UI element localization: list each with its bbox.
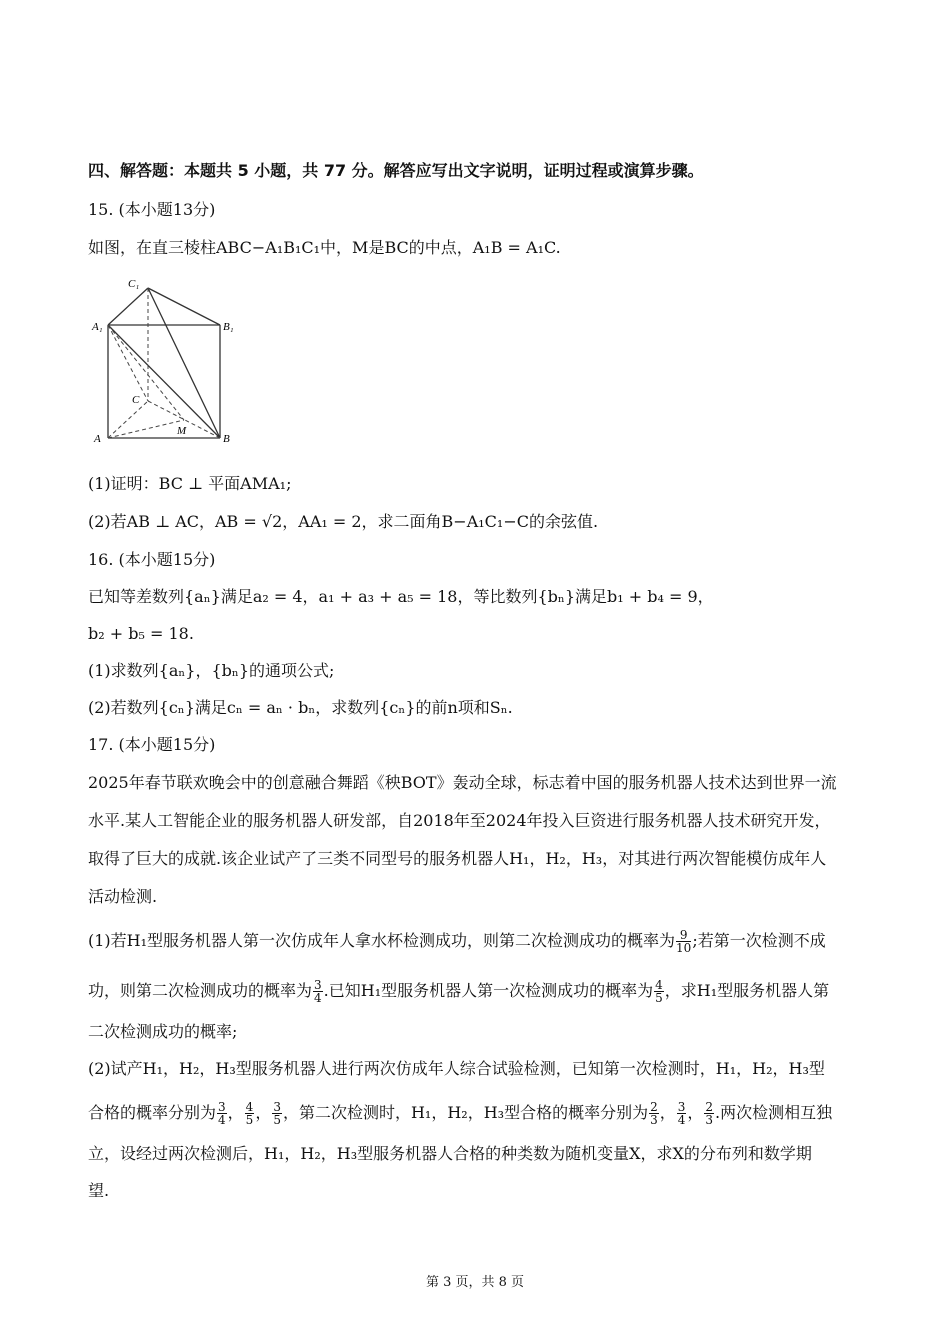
section-heading: 四、解答题：本题共 5 小题，共 77 分。解答应写出文字说明，证明过程或演算步骤。 — [88, 161, 704, 180]
q16-header: 16. (本小题15分) — [88, 550, 216, 569]
label-b1: B₁ — [223, 321, 234, 333]
q17-intro-4: 活动检测. — [88, 887, 158, 906]
fraction: $\frac{3}{4}$ — [314, 978, 322, 1005]
q17-p2-line1: (2)试产H₁，H₂，H₃型服务机器人进行两次仿成年人综合试验检测，已知第一次检测时，H₁，H₂，H₃型 — [88, 1059, 825, 1078]
q17-header: 17. (本小题15分) — [88, 735, 216, 754]
q17-p1-line3: 二次检测成功的概率; — [88, 1022, 238, 1041]
fraction: $\frac{3}{4}$ — [677, 1100, 686, 1127]
q17-intro-1: 2025年春节联欢晚会中的创意融合舞蹈《秧BOT》轰动全球，标志着中国的服务机器人技术达到世界一流 — [88, 773, 837, 792]
fraction: $\frac{4}{5}$ — [245, 1100, 254, 1127]
q16-line2: b₂ + b₅ = 18. — [88, 624, 194, 643]
q16-part2: (2)若数列{cₙ}满足cₙ = aₙ · bₙ，求数列{cₙ}的前n项和Sₙ. — [88, 698, 513, 717]
q17-p2-line4: 望. — [88, 1181, 110, 1200]
fraction: $\frac{3}{4}$ — [218, 1100, 226, 1127]
fraction: $\frac{3}{5}$ — [273, 1100, 281, 1127]
q15-header: 15. (本小题13分) — [88, 200, 216, 219]
label-c1: C₁ — [128, 278, 140, 290]
prism-figure — [88, 272, 248, 452]
q17-p2-line2: 合格的概率分别为 $\frac{3}{4}$ ， $\frac{4}{5}$ ， $\frac{3}{5}$ ，第二次检测时，H₁，H₂，H₃型合格的概率分别为 $\frac{2}{3}$ ， $\frac{3}{4}$ ， $\frac{2}{3}$ .两次检测相互独 — [88, 1100, 833, 1127]
q17-p1-line1: (1)若H₁型服务机器人第一次仿成年人拿水杯检测成功，则第二次检测成功的概率为 $\frac{9}{10}$ ;若第一次检测不成 — [88, 928, 826, 955]
page-footer: 第 3 页，共 8 页 — [425, 1275, 525, 1290]
fraction: $\frac{9}{10}$ — [676, 928, 692, 955]
q15-part2: (2)若AB ⊥ AC，AB = √2，AA₁ = 2，求二面角B−A₁C₁−C的余弦值. — [88, 512, 599, 531]
q15-stem: 如图，在直三棱柱ABC−A₁B₁C₁中，M是BC的中点，A₁B = A₁C. — [88, 238, 561, 257]
q16-line1: 已知等差数列{aₙ}满足a₂ = 4，a₁ + a₃ + a₅ = 18，等比数列{bₙ}满足b₁ + b₄ = 9， — [88, 587, 714, 606]
label-m: M — [177, 425, 187, 437]
label-c: C — [132, 394, 140, 406]
q17-p2-line3: 立，设经过两次检测后，H₁，H₂，H₃型服务机器人合格的种类数为随机变量X，求X的分布列和数学期 — [88, 1144, 812, 1163]
label-b: B — [223, 433, 230, 445]
q16-part1: (1)求数列{aₙ}，{bₙ}的通项公式; — [88, 661, 335, 680]
q15-part1: (1)证明：BC ⊥ 平面AMA₁; — [88, 474, 292, 493]
q17-intro-3: 取得了巨大的成就.该企业试产了三类不同型号的服务机器人H₁，H₂，H₃，对其进行两次智能模仿成年人 — [88, 849, 827, 868]
q17-p1-line2: 功，则第二次检测成功的概率为 $\frac{3}{4}$ .已知H₁型服务机器人第一次检测成功的概率为 $\frac{4}{5}$ ，求H₁型服务机器人第 — [88, 978, 830, 1005]
fraction: $\frac{4}{5}$ — [655, 978, 663, 1005]
label-a1: A₁ — [92, 321, 103, 333]
q17-intro-2: 水平.某人工智能企业的服务机器人研发部，自2018年至2024年投入巨资进行服务机器人技术研究开发， — [88, 811, 831, 830]
label-a: A — [94, 433, 101, 445]
fraction: $\frac{2}{3}$ — [705, 1100, 714, 1127]
fraction: $\frac{2}{3}$ — [650, 1100, 658, 1127]
